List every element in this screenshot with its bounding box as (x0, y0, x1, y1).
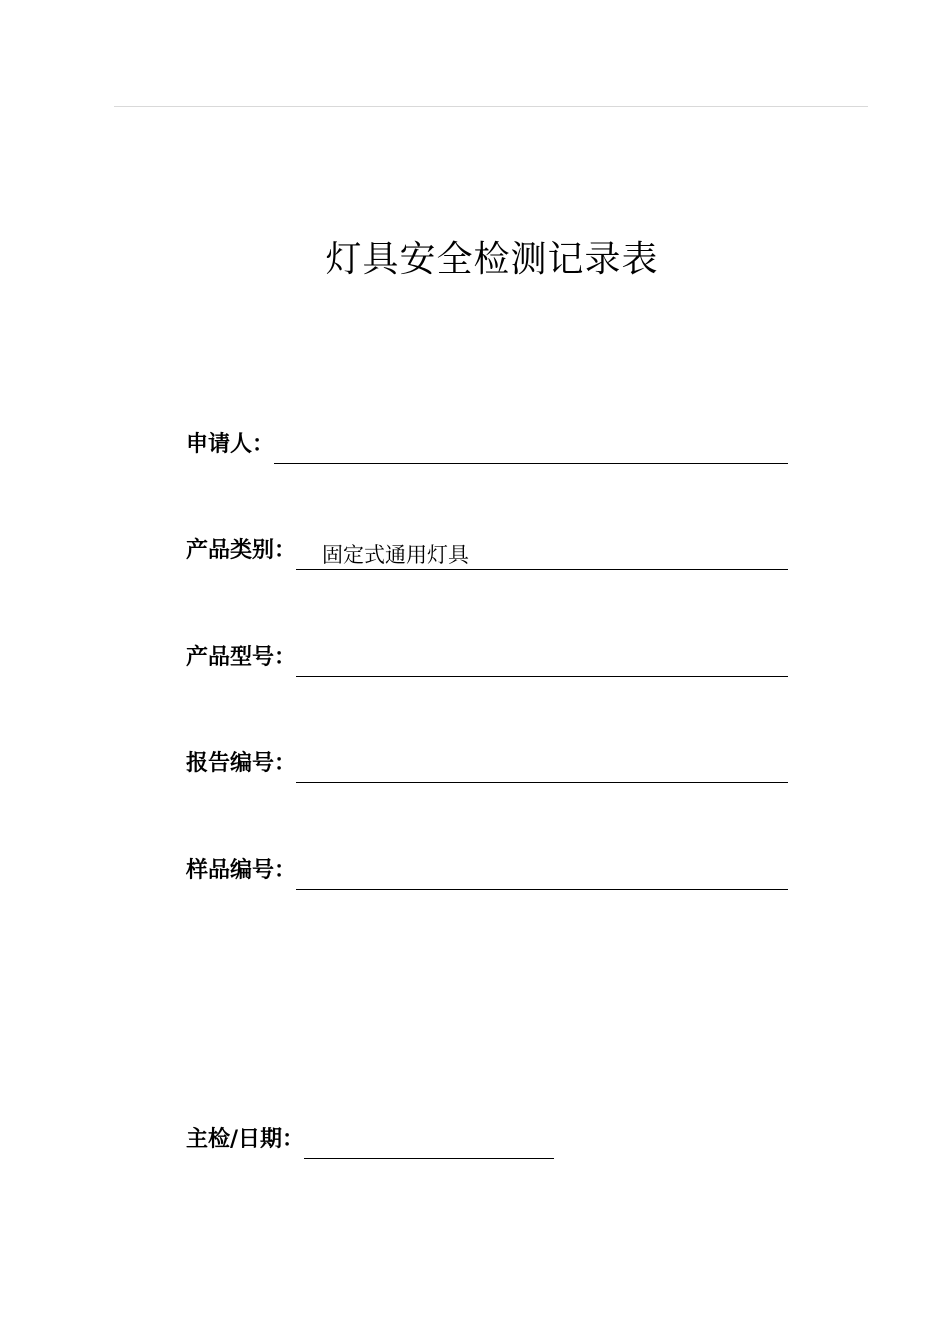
inspector-date-field (186, 1117, 554, 1153)
product-model-label: 产品型号： (186, 644, 297, 670)
header-rule (114, 106, 868, 107)
sample-number-label: 样品编号： (186, 857, 297, 883)
report-number-input[interactable] (296, 754, 788, 783)
applicant-field (186, 422, 788, 458)
sample-number-field (186, 848, 788, 884)
product-category-value: 固定式通用灯具 (322, 543, 470, 567)
product-model-input[interactable] (296, 648, 788, 677)
applicant-input[interactable] (274, 435, 788, 464)
document-title: 灯具安全检测记录表 (325, 239, 659, 280)
inspector-date-label: 主检/日期： (186, 1126, 305, 1152)
report-number-label: 报告编号： (186, 750, 297, 776)
report-number-field (186, 741, 788, 777)
product-category-input[interactable] (296, 541, 788, 570)
applicant-label: 申请人： (186, 431, 275, 457)
inspector-date-input[interactable] (304, 1130, 554, 1159)
product-category-label: 产品类别： (186, 537, 297, 563)
sample-number-input[interactable] (296, 861, 788, 890)
product-model-field (186, 635, 788, 671)
product-category-field (186, 528, 788, 567)
